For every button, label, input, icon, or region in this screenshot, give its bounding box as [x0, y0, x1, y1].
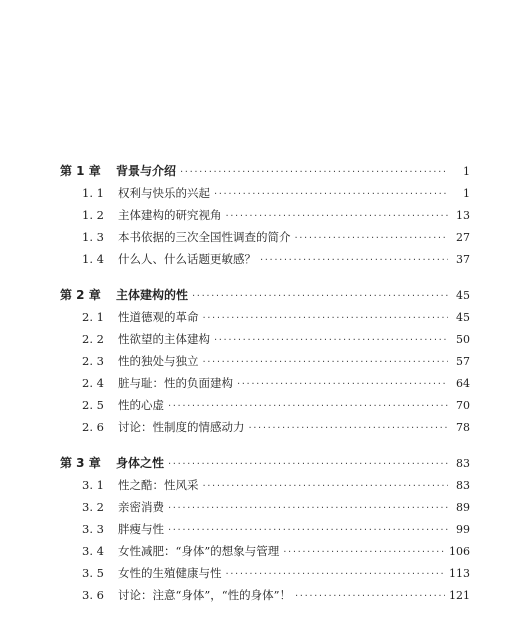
section-number: 3. 1 [82, 478, 104, 492]
toc-entry[interactable] [60, 496, 470, 518]
section-number: 3. 2 [82, 500, 104, 514]
chapter-heading[interactable] [60, 160, 470, 182]
dot-leader [180, 160, 448, 174]
page-number: 89 [456, 501, 470, 514]
page-number: 27 [456, 231, 470, 244]
section-title: 权利与快乐的兴起 [118, 186, 210, 200]
page-number: 106 [449, 545, 470, 558]
page-number: 83 [456, 457, 470, 470]
dot-leader [283, 540, 445, 554]
section-title: 主体建构的研究视角 [118, 208, 222, 222]
dot-leader [249, 416, 449, 430]
section-title: 本书依据的三次全国性调查的简介 [118, 230, 291, 244]
section-title: 性的心虚 [118, 398, 164, 412]
page-number: 99 [456, 523, 470, 536]
section-title: 胖瘦与性 [118, 522, 164, 536]
section-number: 1. 4 [82, 252, 104, 266]
section-number: 3. 6 [82, 588, 104, 602]
page-number: 78 [456, 421, 470, 434]
chapter-heading[interactable] [60, 284, 470, 306]
chapter-title: 背景与介绍 [116, 164, 177, 178]
chapter-number: 第 2 章 [60, 288, 101, 302]
chapter-3 [60, 452, 470, 606]
page-number: 13 [456, 209, 470, 222]
dot-leader [295, 584, 445, 598]
section-number: 2. 1 [82, 310, 104, 324]
dot-leader [237, 372, 448, 386]
section-number: 3. 3 [82, 522, 104, 536]
page-number: 113 [449, 567, 470, 580]
chapter-heading[interactable] [60, 452, 470, 474]
chapter-number: 第 1 章 [60, 164, 101, 178]
section-title: 什么人、什么话题更敏感？ [118, 252, 256, 266]
page-number: 45 [456, 289, 470, 302]
section-number: 1. 1 [82, 186, 104, 200]
toc-entry[interactable] [60, 518, 470, 540]
section-title: 性道德观的革命 [118, 310, 199, 324]
section-title: 女性减肥：“身体”的想象与管理 [118, 544, 280, 558]
page-number: 45 [456, 311, 470, 324]
page-number: 37 [456, 253, 470, 266]
dot-leader [260, 248, 448, 262]
section-number: 3. 5 [82, 566, 104, 580]
section-title: 讨论：性制度的情感动力 [118, 420, 245, 434]
page-number: 50 [456, 333, 470, 346]
section-number: 3. 4 [82, 544, 104, 558]
section-title: 性的独处与独立 [118, 354, 199, 368]
toc-entry[interactable] [60, 204, 470, 226]
dot-leader [203, 474, 449, 488]
dot-leader [168, 518, 448, 532]
section-number: 2. 2 [82, 332, 104, 346]
chapter-title: 主体建构的性 [116, 288, 189, 302]
dot-leader [214, 182, 448, 196]
toc-entry[interactable] [60, 328, 470, 350]
section-number: 2. 6 [82, 420, 104, 434]
toc-entry[interactable] [60, 350, 470, 372]
table-of-contents [60, 160, 470, 620]
toc-entry[interactable] [60, 248, 470, 270]
page-number: 121 [449, 589, 470, 602]
dot-leader [214, 328, 448, 342]
toc-entry[interactable] [60, 584, 470, 606]
section-number: 2. 3 [82, 354, 104, 368]
dot-leader [192, 284, 448, 298]
toc-entry[interactable] [60, 540, 470, 562]
section-number: 2. 5 [82, 398, 104, 412]
chapter-2 [60, 284, 470, 438]
toc-entry[interactable] [60, 372, 470, 394]
chapter-1 [60, 160, 470, 270]
toc-entry[interactable] [60, 416, 470, 438]
toc-entry[interactable] [60, 474, 470, 496]
page-number: 1 [463, 165, 470, 178]
dot-leader [168, 452, 448, 466]
section-title: 性之酷：性风采 [118, 478, 199, 492]
dot-leader [295, 226, 449, 240]
toc-entry[interactable] [60, 306, 470, 328]
page-number: 64 [456, 377, 470, 390]
dot-leader [168, 496, 448, 510]
toc-entry[interactable] [60, 226, 470, 248]
section-title: 脏与耻：性的负面建构 [118, 376, 233, 390]
toc-entry[interactable] [60, 562, 470, 584]
toc-entry[interactable] [60, 182, 470, 204]
section-title: 女性的生殖健康与性 [118, 566, 222, 580]
section-title: 性欲望的主体建构 [118, 332, 210, 346]
section-number: 2. 4 [82, 376, 104, 390]
dot-leader [203, 350, 449, 364]
chapter-number: 第 3 章 [60, 456, 101, 470]
page-number: 70 [456, 399, 470, 412]
chapter-title: 身体之性 [116, 456, 165, 470]
dot-leader [203, 306, 449, 320]
page-number: 1 [463, 187, 470, 200]
toc-entry[interactable] [60, 394, 470, 416]
section-title: 亲密消费 [118, 500, 164, 514]
dot-leader [226, 204, 449, 218]
dot-leader [226, 562, 446, 576]
page-number: 57 [456, 355, 470, 368]
dot-leader [168, 394, 448, 408]
section-number: 1. 3 [82, 230, 104, 244]
section-title: 讨论：注意“身体”，“性的身体”！ [118, 588, 292, 602]
section-number: 1. 2 [82, 208, 104, 222]
page-number: 83 [456, 479, 470, 492]
